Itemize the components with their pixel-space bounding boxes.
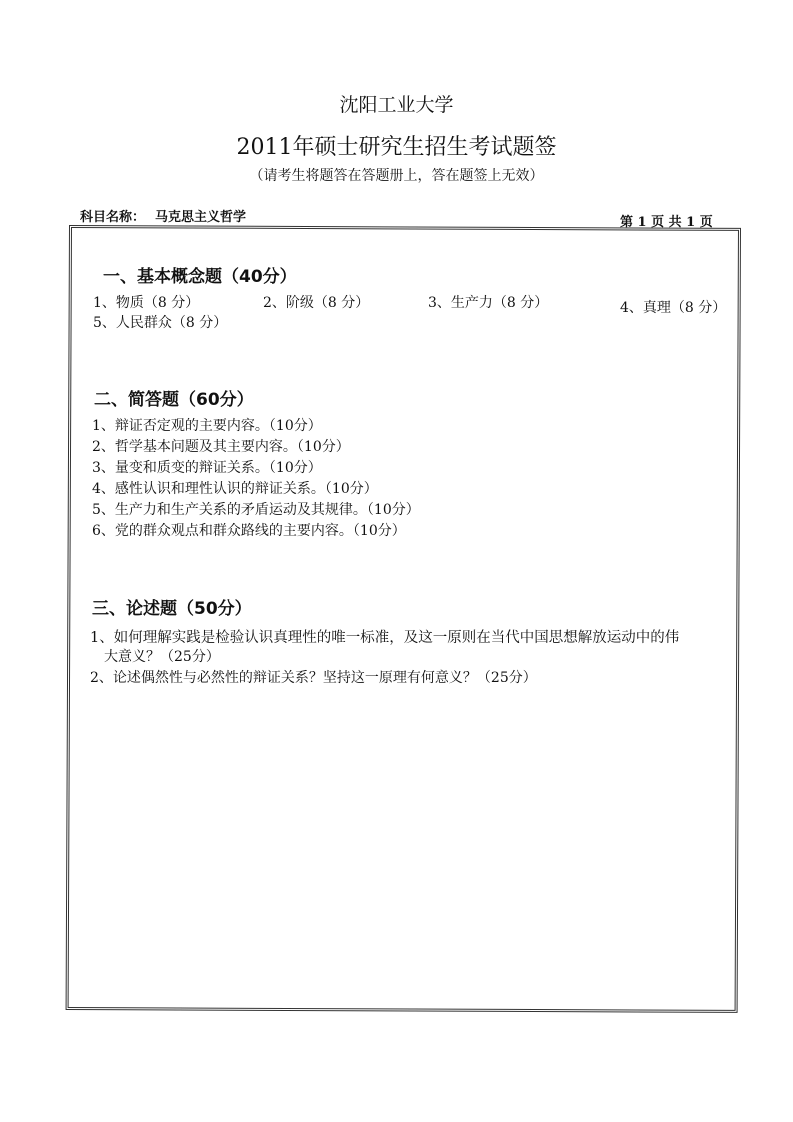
- section-2-item-1: 1、辩证否定观的主要内容。（10分）: [92, 418, 322, 434]
- section-1-item-4: 4、真理（8 分）: [620, 300, 727, 316]
- section-2-item-2: 2、哲学基本问题及其主要内容。（10分）: [92, 439, 350, 455]
- section-1-item-5: 5、人民群众（8 分）: [93, 315, 228, 331]
- page-info: 第 1 页 共 1 页: [620, 215, 713, 230]
- section-2-item-5: 5、生产力和生产关系的矛盾运动及其规律。（10分）: [92, 502, 420, 518]
- section-1-item-3: 3、生产力（8 分）: [428, 295, 549, 311]
- subject-value: 马克思主义哲学: [155, 210, 247, 225]
- section-2-heading: 二、简答题（60分）: [94, 390, 254, 410]
- section-2-item-6: 6、党的群众观点和群众路线的主要内容。（10分）: [92, 523, 406, 539]
- section-3-heading: 三、论述题（50分）: [92, 599, 252, 619]
- section-1-heading: 一、基本概念题（40分）: [103, 267, 297, 287]
- exam-note: （请考生将题答在答题册上，答在题签上无效）: [249, 168, 544, 184]
- subject-line: [80, 206, 246, 225]
- school-name: 沈阳工业大学: [339, 94, 454, 116]
- subject-label: 科目名称：: [80, 210, 146, 225]
- section-2-item-4: 4、感性认识和理性认识的辩证关系。（10分）: [92, 481, 378, 497]
- section-3-item-1-cont: 大意义？（25分）: [104, 649, 220, 665]
- section-1-item-2: 2、阶级（8 分）: [263, 295, 370, 311]
- section-3-item-1: 1、如何理解实践是检验认识真理性的唯一标准，及这一原则在当代中国思想解放运动中的伟: [90, 630, 680, 646]
- section-3-item-2: 2、论述偶然性与必然性的辩证关系？坚持这一原理有何意义？（25分）: [90, 670, 537, 686]
- section-2-item-3: 3、量变和质变的辩证关系。（10分）: [92, 460, 322, 476]
- exam-title: 2011年硕士研究生招生考试题签: [236, 135, 557, 160]
- section-1-item-1: 1、物质（8 分）: [93, 295, 200, 311]
